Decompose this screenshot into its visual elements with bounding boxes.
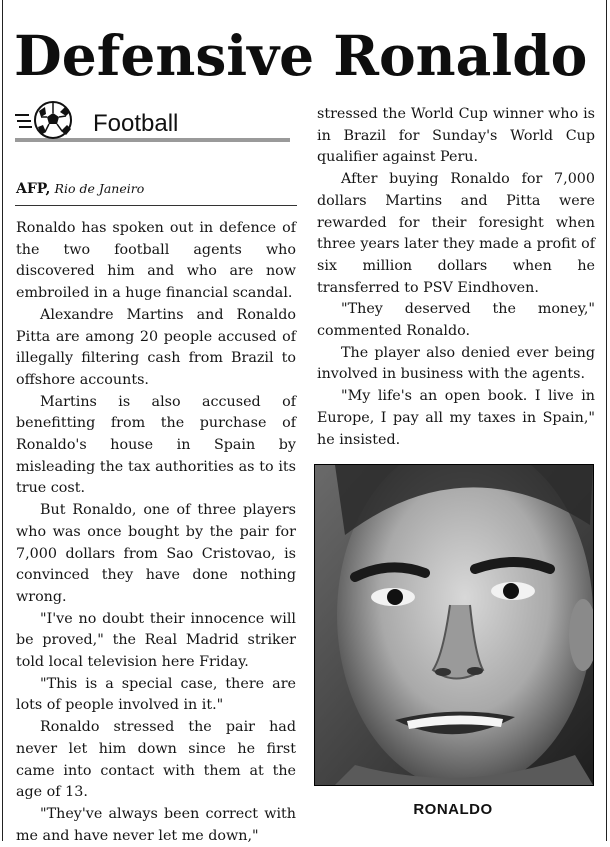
page-border-right bbox=[606, 0, 607, 841]
paragraph: "My life's an open book. I live in Europe, I pay all my taxes in Spain," he insisted. bbox=[317, 388, 595, 448]
paragraph: Ronaldo has spoken out in defence of the two football agents who discovered him and who are now embroiled in a huge financial scandal. bbox=[16, 220, 296, 302]
soccer-ball-icon bbox=[15, 101, 89, 139]
section-label: Football bbox=[93, 110, 179, 137]
paragraph: Ronaldo stressed the pair had never let him down since he first came into contact with them at the age of 13. bbox=[16, 719, 296, 801]
paragraph: Alexandre Martins and Ronaldo Pitta are among 20 people accused of illegally filtering cash from Brazil to offshore accounts. bbox=[16, 306, 296, 388]
headline: Defensive Ronaldo bbox=[14, 23, 588, 88]
player-photo bbox=[314, 464, 594, 786]
paragraph: After buying Ronaldo for 7,000 dollars Martins and Pitta were rewarded for their foresight when three years later they made a profit of six million dollars when he transferred to PSV Eindhoven. bbox=[317, 171, 595, 296]
byline bbox=[16, 180, 144, 199]
byline-rule bbox=[15, 205, 297, 206]
paragraph: "They deserved the money," commented Ronaldo. bbox=[317, 301, 595, 340]
paragraph: "I've no doubt their innocence will be proved," the Real Madrid striker told local television here Friday. bbox=[16, 610, 296, 671]
byline-dateline: Rio de Janeiro bbox=[54, 181, 145, 196]
byline-agency: AFP, bbox=[16, 181, 51, 197]
article-column-1 bbox=[16, 218, 296, 847]
paragraph: "This is a special case, there are lots of people involved in it." bbox=[16, 675, 296, 714]
photo-caption: RONALDO bbox=[413, 801, 493, 818]
paragraph: But Ronaldo, one of three players who was once bought by the pair for 7,000 dollars from Sao Cristovao, is convinced they have done nothing wrong. bbox=[16, 502, 296, 605]
paragraph: "They've always been correct with me and have never let me down," bbox=[16, 805, 296, 844]
paragraph: The player also denied ever being involved in business with the agents. bbox=[317, 344, 595, 383]
page-border-left bbox=[2, 0, 3, 841]
paragraph: stressed the World Cup winner who is in Brazil for Sunday's World Cup qualifier against Peru. bbox=[317, 106, 595, 166]
paragraph: Martins is also accused of benefitting from the purchase of Ronaldo's house in Spain by misleading the tax authorities as to its true cost. bbox=[16, 393, 296, 497]
article-column-2 bbox=[317, 104, 595, 451]
